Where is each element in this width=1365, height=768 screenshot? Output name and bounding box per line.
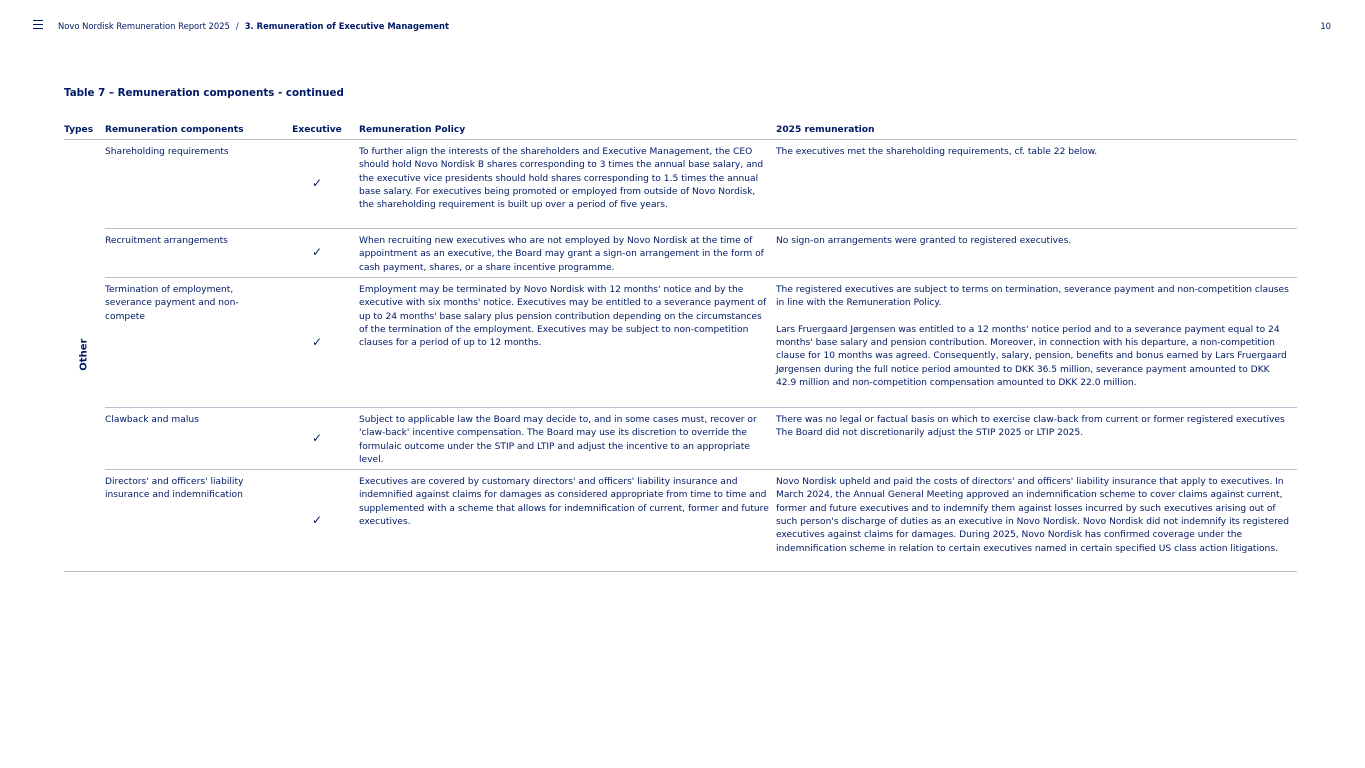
- remuneration-components-table: [64, 122, 1297, 572]
- component-cell: Recruitment arrangements: [105, 229, 275, 278]
- remuneration-text: Novo Nordisk upheld and paid the costs of directors' and officers' liability insurance that apply to executives. In March 2024, the Annual General Meeting approved an indemnification scheme to cover claims against current, former and future executives and to indemnify them against losses incurred by such executives arising out of such person's discharge of duties as an executive in Novo Nordisk. Novo Nordisk did not indemnify its registered executives against claims for damages. During 2025, Novo Nordisk has confirmed coverage under the indemnification scheme in relation to certain executives named in certain specified US class action litigations.: [776, 477, 1290, 554]
- component-cell: Directors' and officers' liability insurance and indemnification: [105, 470, 275, 572]
- executive-check-icon: ✓: [275, 229, 359, 278]
- remuneration-text: Lars Fruergaard Jørgensen was entitled to a 12 months' notice period and to a severance payment equal to 24 months' base salary and pension contribution. Moreover, in connection with his departure, a non-competition clause for 10 months was agreed. Consequently, salary, pension, benefits and bonus earned by Lars Fruergaard Jørgensen during the full notice period amounted to DKK 36.5 million, severance payment amounted to DKK 42.9 million and non-competition compensation amounted to DKK 22.0 million.: [776, 324, 1287, 389]
- table-row: [64, 229, 1297, 278]
- column-header-components: Remuneration components: [105, 122, 275, 140]
- column-header-policy: Remuneration Policy: [359, 122, 776, 140]
- remuneration-cell: [776, 278, 1297, 408]
- hamburger-menu-icon[interactable]: [33, 20, 43, 32]
- type-label-other: Other: [78, 339, 90, 372]
- policy-cell: Subject to applicable law the Board may decide to, and in some cases must, recover or 'claw-back' incentive compensation. The Board may use its discretion to override the formulaic outcome under the STIP and LTIP and adjust the incentive to an appropriate level.: [359, 408, 776, 470]
- remuneration-cell: [776, 140, 1297, 229]
- remuneration-text: No sign-on arrangements were granted to registered executives.: [776, 236, 1072, 246]
- remuneration-text: The registered executives are subject to terms on termination, severance payment and non-competition clauses in line with the Remuneration Policy.: [776, 285, 1289, 309]
- table-row: [64, 140, 1297, 229]
- page-number: 10: [1320, 21, 1331, 31]
- remuneration-text: The executives met the shareholding requirements, cf. table 22 below.: [776, 147, 1098, 157]
- component-cell: Termination of employment, severance payment and non-compete: [105, 278, 275, 408]
- remuneration-cell: [776, 229, 1297, 278]
- breadcrumb-separator: /: [235, 21, 239, 31]
- component-cell: Clawback and malus: [105, 408, 275, 470]
- remuneration-text: There was no legal or factual basis on which to exercise claw-back from current or former registered executives The Board did not discretionarily adjust the STIP 2025 or LTIP 2025.: [776, 415, 1285, 439]
- executive-check-icon: ✓: [275, 470, 359, 572]
- column-header-types: Types: [64, 122, 105, 140]
- table-title: Table 7 – Remuneration components - continued: [64, 87, 344, 99]
- executive-check-icon: ✓: [275, 278, 359, 408]
- policy-cell: Executives are covered by customary directors' and officers' liability insurance and indemnified against claims for damages as considered appropriate from time to time and supplemented with a scheme that allows for indemnification of current, former and future executives.: [359, 470, 776, 572]
- table-row: [64, 470, 1297, 572]
- executive-check-icon: ✓: [275, 140, 359, 229]
- table-row: [64, 408, 1297, 470]
- breadcrumb-report-link[interactable]: Novo Nordisk Remuneration Report 2025: [58, 21, 230, 31]
- types-cell: [64, 140, 105, 572]
- column-header-executive: Executive: [275, 122, 359, 140]
- component-cell: Shareholding requirements: [105, 140, 275, 229]
- policy-cell: When recruiting new executives who are not employed by Novo Nordisk at the time of appointment as an executive, the Board may grant a sign-on arrangement in the form of cash payment, shares, or a share incentive programme.: [359, 229, 776, 278]
- breadcrumb-current-section: 3. Remuneration of Executive Management: [244, 21, 449, 31]
- top-bar: [0, 0, 1365, 54]
- remuneration-table-container: [64, 122, 1297, 572]
- policy-cell: Employment may be terminated by Novo Nordisk with 12 months' notice and by the executive with six months' notice. Executives may be entitled to a severance payment of up to 24 months' base salary plus pension contribution depending on the circumstances of the termination of the employment. Executives may be subject to non-competition clauses for a period of up to 12 months.: [359, 278, 776, 408]
- executive-check-icon: ✓: [275, 408, 359, 470]
- column-header-2025-remuneration: 2025 remuneration: [776, 122, 1297, 140]
- breadcrumb: [58, 21, 449, 32]
- table-header-row: [64, 122, 1297, 140]
- policy-cell: To further align the interests of the shareholders and Executive Management, the CEO should hold Novo Nordisk B shares corresponding to 3 times the annual base salary, and the executive vice presidents should hold shares corresponding to 1.5 times the annual base salary. For executives being promoted or employed from outside of Novo Nordisk, the shareholding requirement is built up over a period of five years.: [359, 140, 776, 229]
- remuneration-cell: [776, 408, 1297, 470]
- remuneration-cell: [776, 470, 1297, 572]
- table-row: [64, 278, 1297, 408]
